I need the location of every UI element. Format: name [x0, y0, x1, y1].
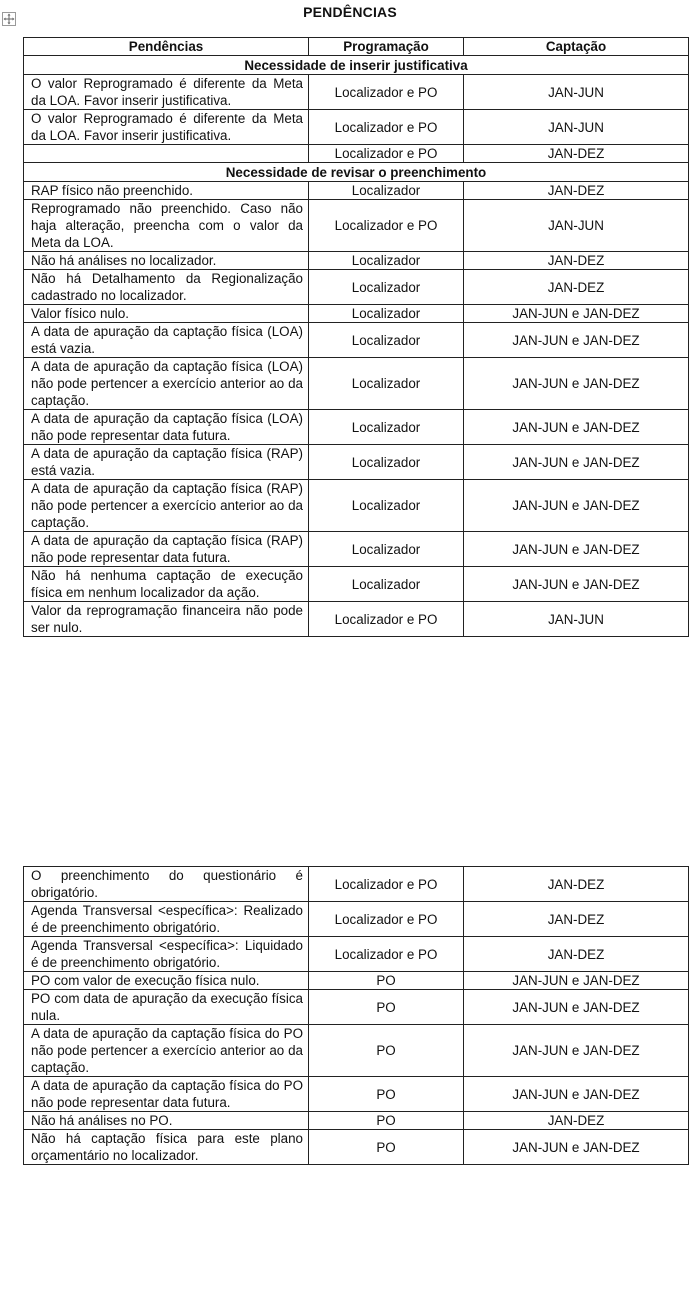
table-move-handle-icon[interactable]: [2, 12, 16, 26]
pendencia-cell: PO com data de apuração da execução física nula.: [24, 990, 309, 1025]
programacao-cell: Localizador: [309, 480, 464, 532]
programacao-cell: Localizador: [309, 410, 464, 445]
section-row-justificativa: [24, 56, 689, 75]
table-row: [24, 145, 689, 163]
programacao-cell: Localizador: [309, 567, 464, 602]
captacao-cell: JAN-JUN e JAN-DEZ: [464, 480, 689, 532]
programacao-cell: Localizador: [309, 270, 464, 305]
table-row: [24, 270, 689, 305]
programacao-cell: Localizador: [309, 252, 464, 270]
pendencia-cell: Não há análises no localizador.: [24, 252, 309, 270]
pendencia-cell: A data de apuração da captação física (LOA) não pode pertencer a exercício anterior ao da captação.: [24, 358, 309, 410]
pendencia-cell: Não há Detalhamento da Regionalização cadastrado no localizador.: [24, 270, 309, 305]
pendencia-cell: Valor físico nulo.: [24, 305, 309, 323]
table-row: [24, 1130, 689, 1165]
section-label: Necessidade de revisar o preenchimento: [24, 163, 689, 182]
header-pendencias: Pendências: [24, 38, 309, 56]
pendencia-cell: Não há captação física para este plano orçamentário no localizador.: [24, 1130, 309, 1165]
table-row: [24, 110, 689, 145]
pendencia-cell: Reprogramado não preenchido. Caso não haja alteração, preencha com o valor da Meta da LOA.: [24, 200, 309, 252]
table-row: [24, 410, 689, 445]
pendencia-cell: O valor Reprogramado é diferente da Meta da LOA. Favor inserir justificativa.: [24, 110, 309, 145]
captacao-cell: JAN-DEZ: [464, 270, 689, 305]
pendencia-cell: PO com valor de execução física nulo.: [24, 972, 309, 990]
programacao-cell: Localizador: [309, 182, 464, 200]
programacao-cell: Localizador: [309, 445, 464, 480]
pendencia-cell: A data de apuração da captação física (RAP) está vazia.: [24, 445, 309, 480]
pendencia-cell: A data de apuração da captação física (RAP) não pode pertencer a exercício anterior ao da captação.: [24, 480, 309, 532]
programacao-cell: Localizador: [309, 323, 464, 358]
pendencia-cell: RAP físico não preenchido.: [24, 182, 309, 200]
pendencia-cell: O preenchimento do questionário é obrigatório.: [24, 867, 309, 902]
table-row: [24, 1025, 689, 1077]
table-row: [24, 567, 689, 602]
captacao-cell: JAN-JUN e JAN-DEZ: [464, 532, 689, 567]
programacao-cell: PO: [309, 1112, 464, 1130]
captacao-cell: JAN-DEZ: [464, 182, 689, 200]
table-row: [24, 75, 689, 110]
table-row: [24, 358, 689, 410]
pendencia-cell: A data de apuração da captação física do PO não pode pertencer a exercício anterior ao da captação.: [24, 1025, 309, 1077]
programacao-cell: PO: [309, 1130, 464, 1165]
captacao-cell: JAN-JUN e JAN-DEZ: [464, 990, 689, 1025]
captacao-cell: JAN-DEZ: [464, 1112, 689, 1130]
captacao-cell: JAN-DEZ: [464, 252, 689, 270]
pendencia-cell: A data de apuração da captação física (LOA) está vazia.: [24, 323, 309, 358]
section-row-revisar: [24, 163, 689, 182]
programacao-cell: Localizador e PO: [309, 937, 464, 972]
pendencia-cell: Não há nenhuma captação de execução física em nenhum localizador da ação.: [24, 567, 309, 602]
captacao-cell: JAN-DEZ: [464, 867, 689, 902]
programacao-cell: Localizador e PO: [309, 902, 464, 937]
pendencias-table-continued: [23, 866, 689, 1165]
table-row: [24, 480, 689, 532]
table-row: [24, 182, 689, 200]
captacao-cell: JAN-JUN: [464, 200, 689, 252]
pendencia-cell: O valor Reprogramado é diferente da Meta da LOA. Favor inserir justificativa.: [24, 75, 309, 110]
captacao-cell: JAN-JUN e JAN-DEZ: [464, 567, 689, 602]
programacao-cell: Localizador e PO: [309, 602, 464, 637]
page-title: PENDÊNCIAS: [303, 4, 397, 20]
captacao-cell: JAN-JUN e JAN-DEZ: [464, 323, 689, 358]
table-header-row: [24, 38, 689, 56]
programacao-cell: Localizador e PO: [309, 75, 464, 110]
captacao-cell: JAN-JUN e JAN-DEZ: [464, 972, 689, 990]
table-row: [24, 867, 689, 902]
captacao-cell: JAN-JUN e JAN-DEZ: [464, 358, 689, 410]
header-captacao: Captação: [464, 38, 689, 56]
captacao-cell: JAN-JUN: [464, 602, 689, 637]
programacao-cell: Localizador e PO: [309, 867, 464, 902]
table-row: [24, 602, 689, 637]
table-row: [24, 305, 689, 323]
programacao-cell: Localizador: [309, 305, 464, 323]
programacao-cell: Localizador e PO: [309, 145, 464, 163]
captacao-cell: JAN-JUN: [464, 75, 689, 110]
captacao-cell: JAN-DEZ: [464, 937, 689, 972]
captacao-cell: JAN-DEZ: [464, 145, 689, 163]
table-row: [24, 532, 689, 567]
programacao-cell: Localizador: [309, 532, 464, 567]
programacao-cell: PO: [309, 990, 464, 1025]
pendencia-cell: Não há análises no PO.: [24, 1112, 309, 1130]
table-row: [24, 972, 689, 990]
programacao-cell: Localizador e PO: [309, 110, 464, 145]
table-row: [24, 990, 689, 1025]
table-row: [24, 902, 689, 937]
programacao-cell: Localizador: [309, 358, 464, 410]
table-row: [24, 937, 689, 972]
pendencias-table: [23, 37, 689, 637]
pendencia-cell: [24, 145, 309, 163]
captacao-cell: JAN-JUN e JAN-DEZ: [464, 445, 689, 480]
captacao-cell: JAN-JUN e JAN-DEZ: [464, 410, 689, 445]
captacao-cell: JAN-JUN: [464, 110, 689, 145]
captacao-cell: JAN-JUN e JAN-DEZ: [464, 1130, 689, 1165]
captacao-cell: JAN-JUN e JAN-DEZ: [464, 1077, 689, 1112]
captacao-cell: JAN-DEZ: [464, 902, 689, 937]
table-row: [24, 252, 689, 270]
programacao-cell: Localizador e PO: [309, 200, 464, 252]
pendencia-cell: A data de apuração da captação física do PO não pode representar data futura.: [24, 1077, 309, 1112]
table-row: [24, 445, 689, 480]
pendencia-cell: Valor da reprogramação financeira não pode ser nulo.: [24, 602, 309, 637]
programacao-cell: PO: [309, 1077, 464, 1112]
pendencia-cell: A data de apuração da captação física (RAP) não pode representar data futura.: [24, 532, 309, 567]
programacao-cell: PO: [309, 1025, 464, 1077]
table-row: [24, 200, 689, 252]
pendencia-cell: A data de apuração da captação física (LOA) não pode representar data futura.: [24, 410, 309, 445]
programacao-cell: PO: [309, 972, 464, 990]
table-row: [24, 323, 689, 358]
pendencia-cell: Agenda Transversal <específica>: Liquidado é de preenchimento obrigatório.: [24, 937, 309, 972]
section-label: Necessidade de inserir justificativa: [24, 56, 689, 75]
pendencia-cell: Agenda Transversal <específica>: Realizado é de preenchimento obrigatório.: [24, 902, 309, 937]
header-programacao: Programação: [309, 38, 464, 56]
captacao-cell: JAN-JUN e JAN-DEZ: [464, 1025, 689, 1077]
table-row: [24, 1112, 689, 1130]
captacao-cell: JAN-JUN e JAN-DEZ: [464, 305, 689, 323]
table-row: [24, 1077, 689, 1112]
